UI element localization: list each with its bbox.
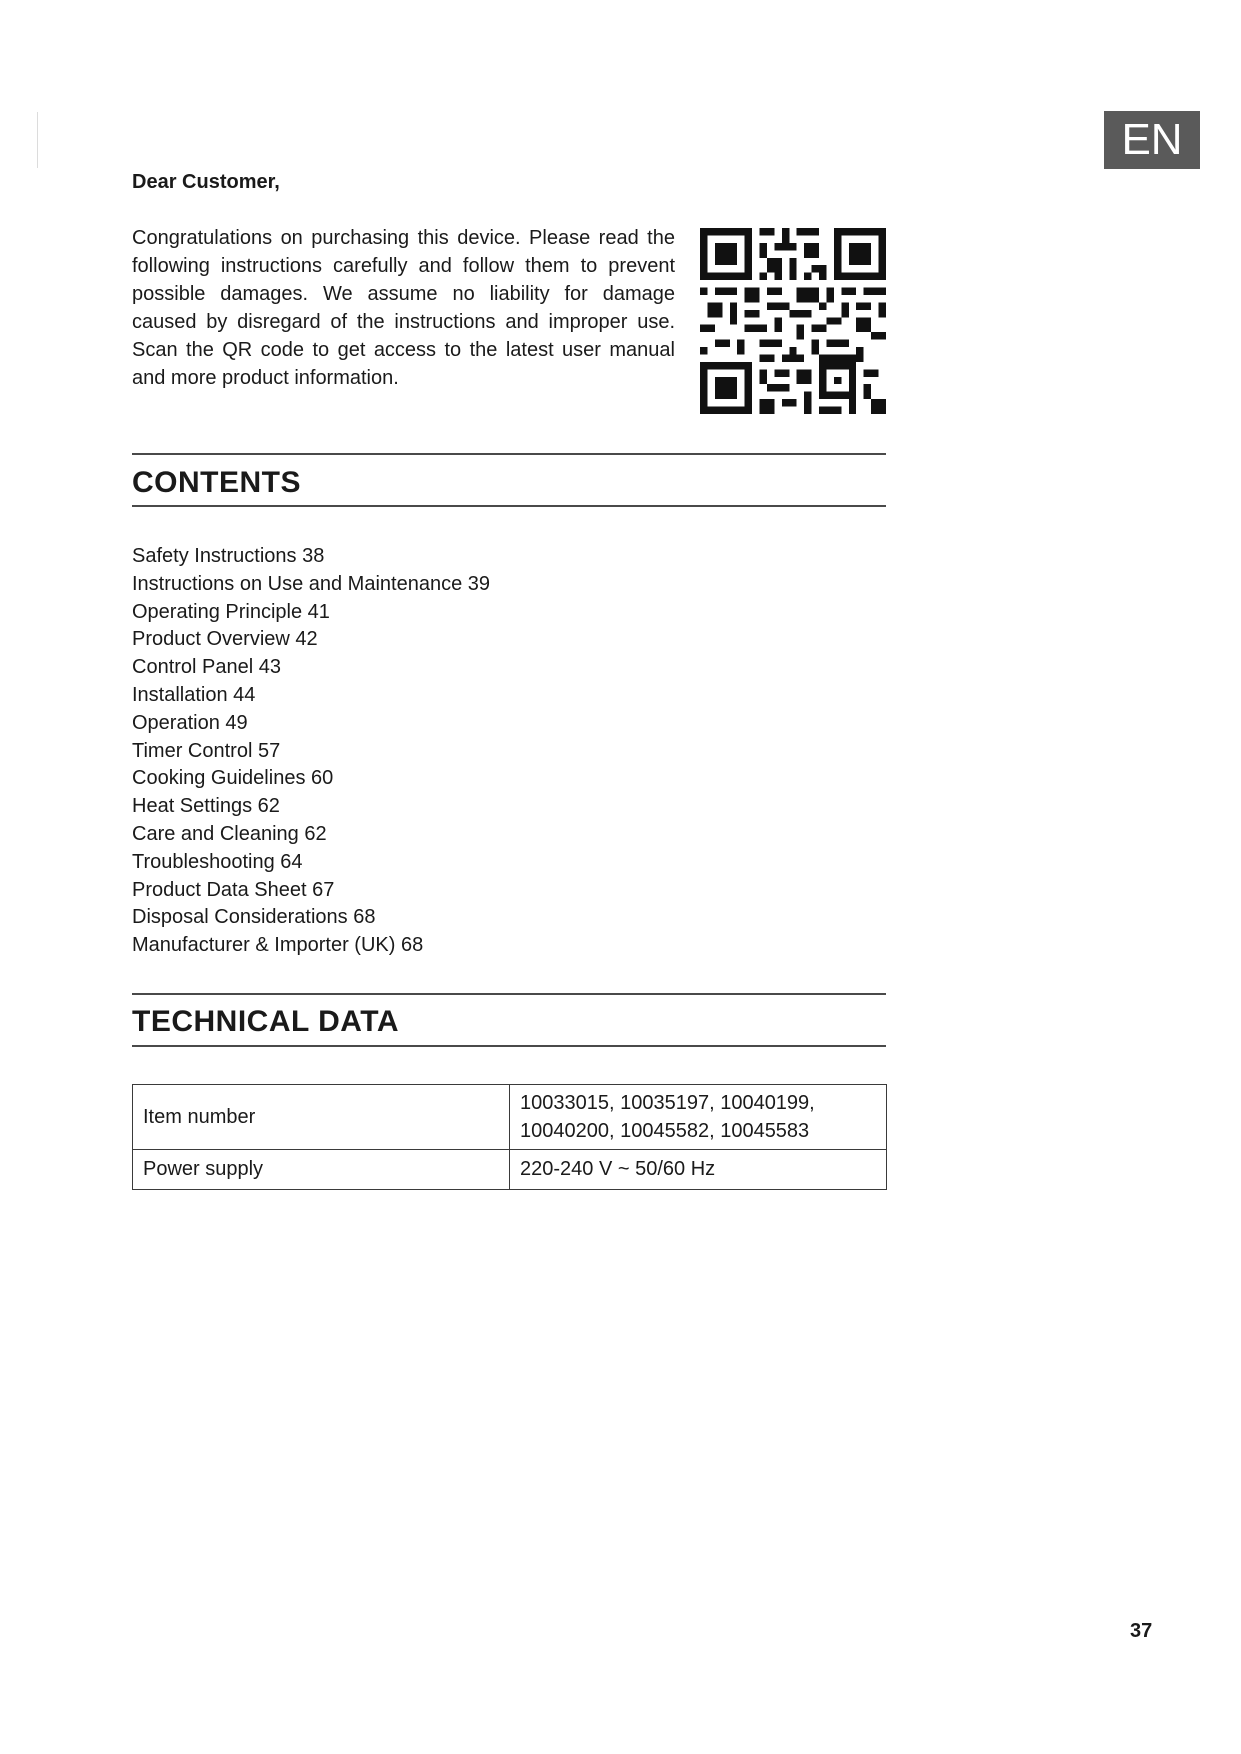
table-row bbox=[133, 1150, 887, 1190]
toc-item: Operation 49 bbox=[132, 711, 248, 734]
page-edge-mark bbox=[37, 112, 38, 168]
technical-data-title: TECHNICAL DATA bbox=[132, 1005, 399, 1038]
toc-item: Timer Control 57 bbox=[132, 739, 281, 762]
contents-top-rule bbox=[132, 453, 886, 455]
greeting: Dear Customer, bbox=[132, 171, 280, 193]
page-number: 37 bbox=[1130, 1620, 1153, 1642]
contents-bottom-rule bbox=[132, 505, 886, 507]
contents-title: CONTENTS bbox=[132, 466, 301, 499]
technical-data-top-rule bbox=[132, 993, 886, 995]
power-supply-label: Power supply bbox=[133, 1150, 510, 1190]
toc-item: Safety Instructions 38 bbox=[132, 545, 325, 567]
technical-data-bottom-rule bbox=[132, 1045, 886, 1047]
toc-item: Instructions on Use and Maintenance 39 bbox=[132, 572, 490, 595]
toc-item: Product Overview 42 bbox=[132, 628, 318, 651]
toc-item: Disposal Considerations 68 bbox=[132, 906, 376, 929]
power-supply-value: 220-240 V ~ 50/60 Hz bbox=[510, 1150, 887, 1190]
toc-item: Installation 44 bbox=[132, 683, 256, 706]
intro-paragraph: Congratulations on purchasing this device. Please read the following instructions carefully and follow them to prevent possible damages. We assume no liability for damage caused by disregard of the instructions and improper use. Scan the QR code to get access to the latest user manual and more product information. bbox=[132, 227, 675, 389]
toc-item: Cooking Guidelines 60 bbox=[132, 767, 334, 790]
toc-item: Control Panel 43 bbox=[132, 656, 281, 679]
table-row bbox=[133, 1085, 887, 1150]
toc-item: Product Data Sheet 67 bbox=[132, 878, 335, 901]
item-number-value-line: 10033015, 10035197, 10040199, bbox=[520, 1092, 815, 1114]
qr-code-icon[interactable] bbox=[700, 228, 886, 414]
item-number-value-line: 10040200, 10045582, 10045583 bbox=[520, 1120, 810, 1142]
item-number-value bbox=[510, 1085, 887, 1150]
toc-item: Manufacturer & Importer (UK) 68 bbox=[132, 934, 424, 957]
language-badge: EN bbox=[1104, 111, 1200, 169]
contents-list bbox=[132, 543, 490, 960]
toc-item: Care and Cleaning 62 bbox=[132, 822, 327, 845]
toc-item: Operating Principle 41 bbox=[132, 600, 330, 623]
toc-item: Troubleshooting 64 bbox=[132, 850, 303, 873]
toc-item: Heat Settings 62 bbox=[132, 795, 280, 818]
item-number-label: Item number bbox=[133, 1085, 510, 1150]
technical-data-table bbox=[132, 1084, 887, 1190]
